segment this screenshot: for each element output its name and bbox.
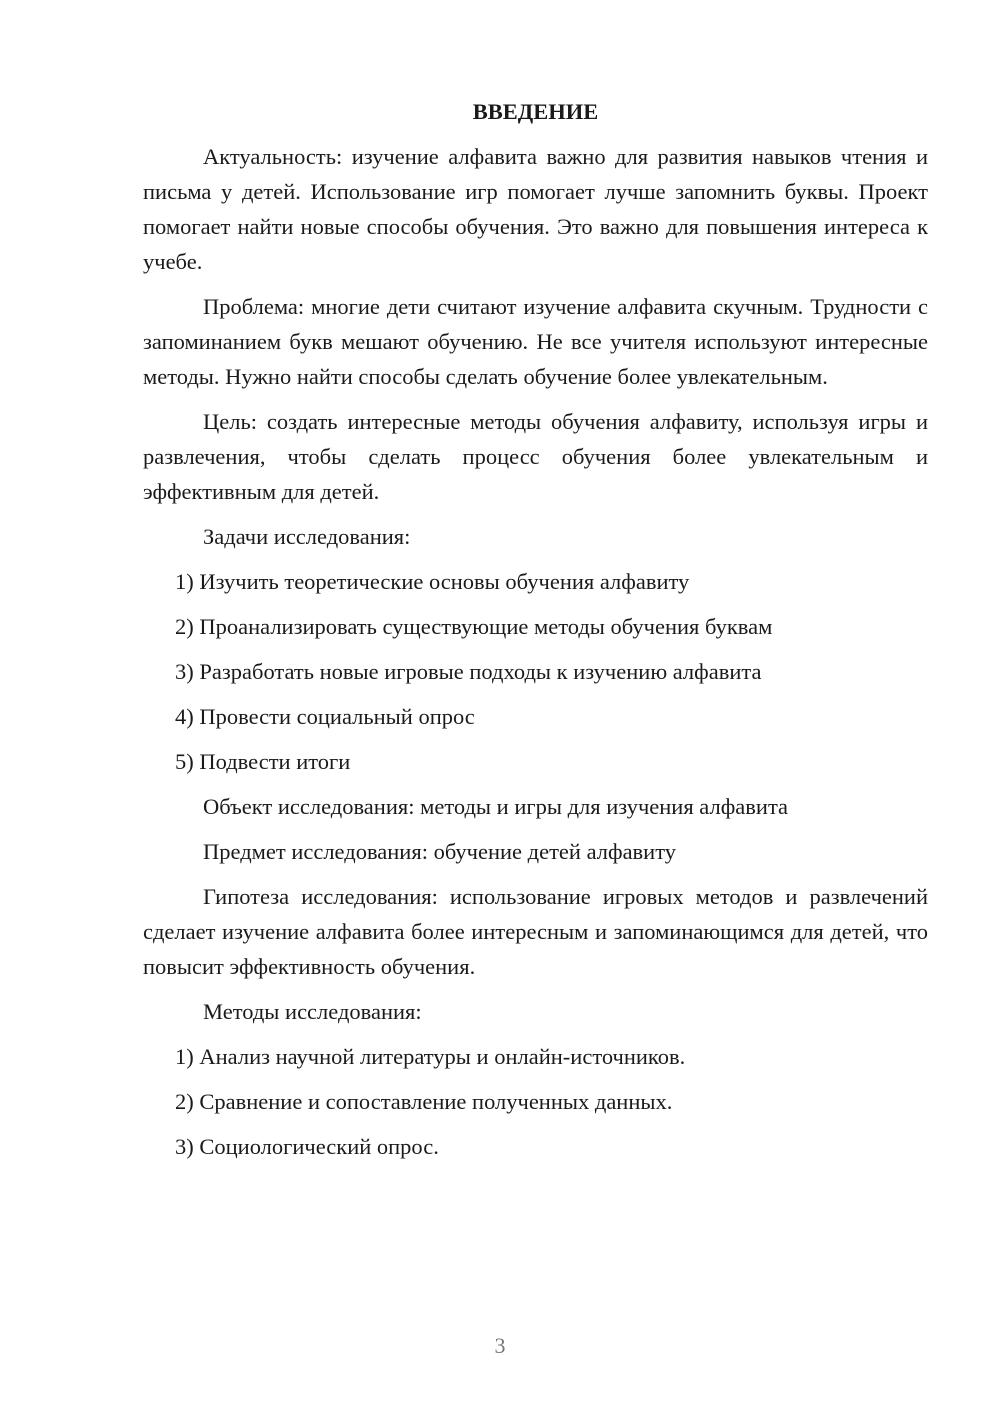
problem-paragraph: Проблема: многие дети считают изучение алфавита скучным. Трудности с запоминанием букв мешают обучению. Не все учителя используют интересные методы. Нужно найти способы сделать обучение более увлекательным. bbox=[143, 294, 928, 389]
hypothesis-paragraph: Гипотеза исследования: использование игровых методов и развлечений сделает изучение алфавита более интересным и запоминающимся для детей, что повысит эффективность обучения. bbox=[143, 884, 928, 979]
tasks-heading: Задачи исследования: bbox=[203, 524, 411, 549]
research-subject: Предмет исследования: обучение детей алфавиту bbox=[203, 839, 677, 864]
list-item: 1) Анализ научной литературы и онлайн-источников. bbox=[175, 1044, 686, 1069]
list-item: 5) Подвести итоги bbox=[175, 749, 351, 774]
relevance-paragraph: Актуальность: изучение алфавита важно для развития навыков чтения и письма у детей. Использование игр помогает лучше запомнить буквы. Проект помогает найти новые способы обучения. Это важно для повышения интереса к учебе. bbox=[143, 144, 928, 274]
list-item: 3) Разработать новые игровые подходы к изучению алфавита bbox=[175, 659, 762, 684]
goal-paragraph: Цель: создать интересные методы обучения алфавиту, используя игры и развлечения, чтобы сделать процесс обучения более увлекательным и эффективным для детей. bbox=[143, 409, 928, 504]
methods-list bbox=[143, 1039, 928, 1164]
page-number: 3 bbox=[494, 1333, 506, 1358]
section-heading: ВВЕДЕНИЕ bbox=[472, 99, 599, 124]
document-page bbox=[143, 94, 928, 1174]
list-item: 1) Изучить теоретические основы обучения алфавиту bbox=[175, 569, 690, 594]
list-item: 3) Социологический опрос. bbox=[175, 1134, 439, 1159]
list-item: 2) Сравнение и сопоставление полученных данных. bbox=[175, 1089, 673, 1114]
tasks-list bbox=[143, 564, 928, 779]
methods-heading: Методы исследования: bbox=[203, 999, 422, 1024]
research-object: Объект исследования: методы и игры для изучения алфавита bbox=[203, 794, 789, 819]
list-item: 4) Провести социальный опрос bbox=[175, 704, 475, 729]
list-item: 2) Проанализировать существующие методы обучения буквам bbox=[175, 614, 773, 639]
